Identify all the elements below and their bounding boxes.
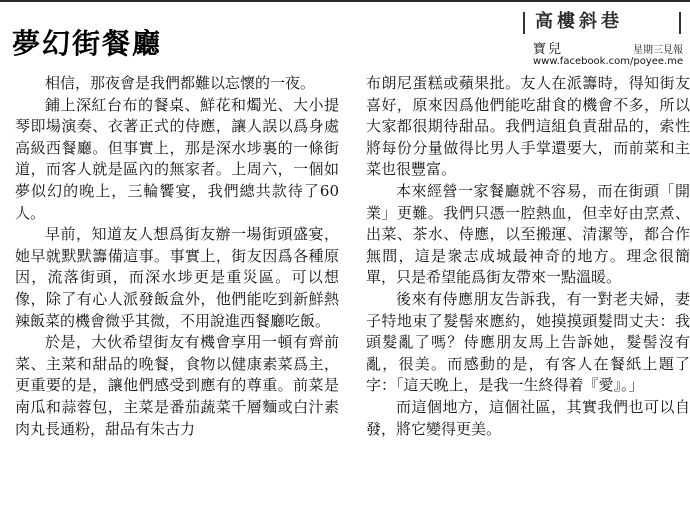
publication-schedule: 星期三見報 [633, 45, 683, 56]
article-title: 夢幻街餐廳 [12, 27, 163, 60]
masthead-divider-left [523, 12, 525, 34]
paragraph: 而這個地方，這個社區，其實我們也可以自發，將它變得更美。 [366, 397, 690, 438]
paragraph: 鋪上深紅台布的餐桌、鮮花和燭光、大小提琴即場演奏、衣著正式的侍應，讓人誤以爲身處高級西餐廳。但事實上，那是深水埗裏的一條街道，而客人就是區內的無家者。上周六，一個如夢似幻的晚上，三輪饗宴，我們總共款待了60人。 [15, 95, 339, 222]
column-name: 高樓斜巷 [535, 11, 623, 32]
column-masthead [523, 9, 685, 71]
body-column-left [15, 73, 339, 440]
paragraph: 早前，知道友人想爲街友辦一場街頭盛宴，她早就默默籌備這事。事實上，街友因爲各種原因，流落街頭，而深水埗更是重災區。可以想像，除了有心人派發飯盒外，他們能吃到新鮮熱辣飯菜的機會微乎其微，不用說進西餐廳吃飯。 [15, 225, 339, 330]
author-name: 寶兒 [533, 42, 564, 57]
top-rule [0, 0, 690, 2]
paragraph: 後來有侍應朋友告訴我，有一對老夫婦，妻子特地束了髮髻來應約，她摸摸頭髮問丈夫：我頭髮亂了嗎？侍應朋友馬上告訴她，髮髻沒有亂，很美。而感動的是，有客人在餐紙上題了字：「這天晚上，是我一生終得着『愛』。」 [366, 289, 690, 395]
masthead-divider-right [679, 12, 681, 34]
paragraph-continuation: 布朗尼蛋糕或蘋果批。友人在派籌時，得知街友喜好，原來因爲他們能吃甜食的機會不多，所以大家都很期待甜品。我們這組負責甜品的，索性將每份分量做得比男人手掌還要大，而前菜和主菜也很豐富。 [366, 74, 690, 179]
body-column-right [366, 73, 690, 440]
author-url: www.facebook.com/poyee.me [533, 56, 684, 67]
paragraph: 相信，那夜會是我們都難以忘懷的一夜。 [45, 74, 316, 92]
paragraph: 於是，大伙希望街友有機會享用一頓有齊前菜、主菜和甜品的晚餐，食物以健康素菜爲主，更重要的是，讓他們感受到應有的尊重。前菜是南瓜和蒜蓉包，主菜是番茄蔬菜千層麵或白汁素肉丸長通粉，甜品有朱古力 [15, 333, 339, 438]
paragraph: 本來經營一家餐廳就不容易，而在街頭「開業」更難。我們只憑一腔熱血，但幸好由烹煮、出菜、茶水、侍應，以至搬運、清潔等，都合作無間，這是衆志成城最神奇的地方。理念很簡單，只是希望能爲街友帶來一點溫暖。 [366, 181, 690, 287]
